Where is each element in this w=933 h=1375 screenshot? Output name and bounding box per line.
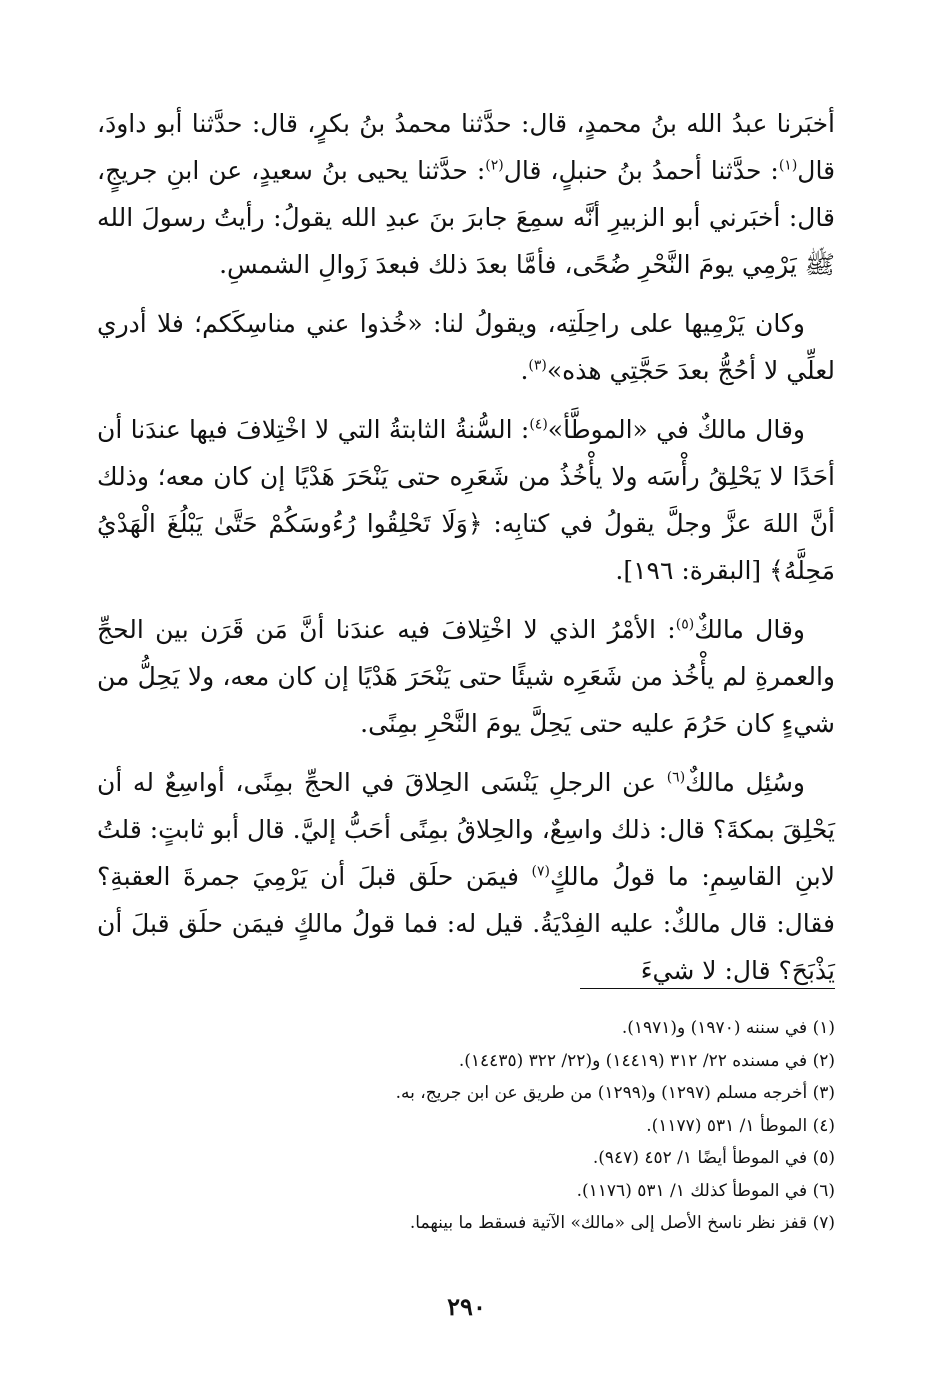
paragraph-3 <box>97 406 835 594</box>
footnote-2: (٢) في مسنده ٢٢/ ٣١٢ (١٤٤١٩) و(٢٢/ ٣٢٢ (١٤٤٣٥). <box>458 1050 835 1071</box>
footnote-marker: (١) <box>778 157 798 174</box>
page-number: ٢٩٠ <box>447 1292 486 1321</box>
text-run: : السُّنةُ الثابتةُ التي لا اخْتِلافَ فيها عندَنا أن أحَدًا لا يَحْلِقُ رأْسَه ولا يأْخُذُ من شَعَرِه حتى يَنْحَرَ هَدْيًا إن كان معه؛ وذلك أنَّ اللهَ عزَّ وجلَّ يقولُ في كتابِه: ﴿وَلَا تَحْلِقُوا رُءُوسَكُمْ حَتَّىٰ يَبْلُغَ الْهَدْيُ مَحِلَّهُ﴾ [البقرة: ١٩٦]. <box>97 415 835 585</box>
text-run: أخبَرنا عبدُ الله بنُ محمدٍ، قال: حدَّثنا محمدُ بنُ بكرٍ، قال: حدَّثنا أبو داودَ، قال <box>97 109 836 185</box>
footnotes <box>97 1012 835 1240</box>
footnote-marker: (٦) <box>666 769 686 786</box>
text-run: . <box>520 356 529 385</box>
text-run: : حدَّثنا يحيى بنُ سعيدٍ، عن ابنِ جريجٍ، قال: أخبَرني أبو الزبيرِ أنَّه سمِعَ جابرَ بنَ عبدِ الله يقولُ: رأيتُ رسولَ الله ﷺ يَرْمِي يومَ النَّحْرِ ضُحًى، فأمَّا بعدَ ذلك فبعدَ زَوالِ الشمسِ. <box>97 156 835 279</box>
text-run: وسُئِل مالكٌ <box>685 768 805 797</box>
footnote-6: (٦) في الموطأ كذلك ١/ ٥٣١ (١١٧٦). <box>576 1180 835 1201</box>
footnote-1: (١) في سننه (١٩٧٠) و(١٩٧١). <box>621 1018 835 1038</box>
paragraph-1 <box>97 100 835 288</box>
text-run: وقال مالكٌ <box>694 615 805 644</box>
text-run: عن الرجلِ يَنْسَى الحِلاقَ في الحجِّ بمِنًى، أواسِعٌ له أن يَحْلِقَ بمكةَ؟ قال: ذلك واسِعٌ، والحِلاقُ بمِنًى أحَبُّ إليَّ. قال أبو ثابتٍ: قلتُ لابنِ القاسِمِ: ما قولُ مالكٍ <box>97 768 836 891</box>
paragraph-4 <box>97 606 835 747</box>
main-text <box>97 100 835 1006</box>
text-run: : حدَّثنا أحمدُ بنُ حنبلٍ، قال <box>503 156 779 185</box>
text-run: وقال مالكٌ في «الموطَّأ» <box>547 415 805 444</box>
footnote-4: (٤) الموطأ ١/ ٥٣١ (١١٧٧). <box>646 1115 835 1136</box>
paragraph-2 <box>97 300 835 394</box>
footnote-7: (٧) قفز نظر ناسخ الأصل إلى «مالك» الآتية فسقط ما بينهما. <box>409 1213 835 1233</box>
footnote-separator <box>580 988 835 989</box>
footnote-marker: (٧) <box>531 863 550 880</box>
text-run: : الأمْرُ الذي لا اخْتِلافَ فيه عندَنا أنَّ مَن قَرَن بين الحجِّ والعمرةِ لم يأْخُذ من شَعَرِه شيئًا حتى يَنْحَرَ هَدْيًا إن كان معه، ولا يَحِلُّ من شيءٍ كان حَرُمَ عليه حتى يَحِلَّ يومَ النَّحْرِ بمِنًى. <box>97 615 835 738</box>
text-run: وكان يَرْمِيها على راحِلَتِه، ويقولُ لنا: «خُذوا عني مناسِكَكم؛ فلا أدري لعلِّي لا أحُجُّ بعدَ حَجَّتِي هذه» <box>97 309 835 385</box>
footnote-marker: (٢) <box>485 157 504 174</box>
footnote-marker: (٤) <box>529 416 548 433</box>
text-run: فيمَن حلَق قبلَ أن يَرْمِيَ جمرةَ العقبةِ؟ فقال: قال مالكٌ: عليه الفِدْيَةُ. قيل له: فما قولُ مالكٍ فيمَن حلَق قبلَ أن يَذْبَحَ؟ قال: لا شيءَ <box>97 862 835 985</box>
footnote-marker: (٣) <box>528 357 547 374</box>
paragraph-5 <box>97 759 835 994</box>
footnote-5: (٥) في الموطأ أيضًا ١/ ٤٥٢ (٩٤٧). <box>592 1148 835 1168</box>
footnote-3: (٣) أخرجه مسلم (١٢٩٧) و(١٢٩٩) من طريق عن ابن جريج، به. <box>395 1083 835 1103</box>
footnote-marker: (٥) <box>675 616 695 633</box>
